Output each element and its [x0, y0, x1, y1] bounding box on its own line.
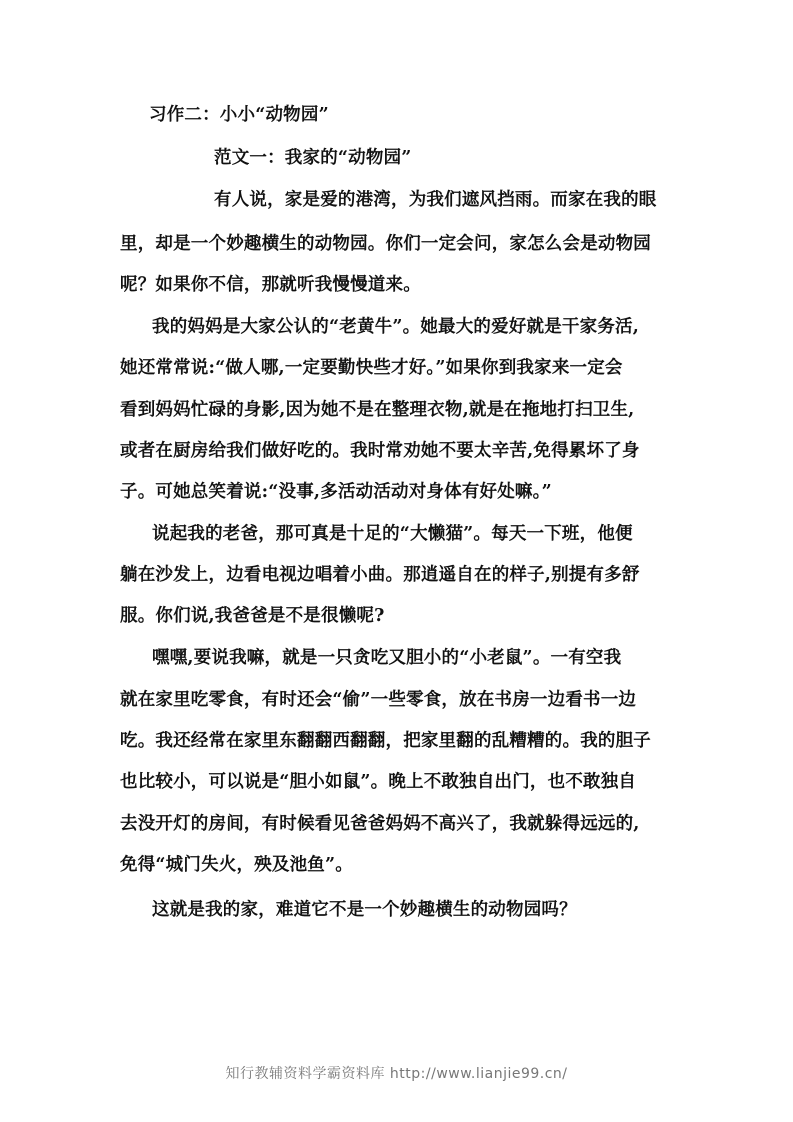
paragraph-line: 说起我的老爸，那可真是十足的“大懒猫”。每天一下班，他便 [152, 524, 633, 544]
paragraph-line: 吃。我还经常在家里东翻翻西翻翻，把家里翻的乱糟糟的。我的胆子 [120, 731, 651, 751]
paragraph-line: 或者在厨房给我们做好吃的。我时常劝她不要太辛苦,免得累坏了身 [120, 441, 640, 461]
paragraph-line: 这就是我的家，难道它不是一个妙趣横生的动物园吗？ [152, 900, 577, 920]
paragraph-line: 嘿嘿,要说我嘛，就是一只贪吃又胆小的“小老鼠”。一有空我 [152, 648, 622, 668]
paragraph-line: 免得“城门失火，殃及池鱼”。 [120, 855, 353, 875]
paragraph-line: 就在家里吃零食，有时还会“偷”一些零食，放在书房一边看书一边 [120, 690, 637, 710]
paragraph-line: 我的妈妈是大家公认的“老黄牛”。她最大的爱好就是干家务活, [152, 317, 640, 337]
paragraph-line: 她还常常说:“做人哪,一定要勤快些才好。”如果你到我家来一定会 [120, 358, 623, 378]
paragraph-line: 也比较小，可以说是“胆小如鼠”。晚上不敢独自出门，也不敢独自 [120, 772, 637, 792]
paragraph-line: 看到妈妈忙碌的身影,因为她不是在整理衣物,就是在拖地打扫卫生, [120, 400, 635, 420]
footer-watermark: 知行教辅资料学霸资料库 http://www.lianjie99.cn/ [225, 1066, 568, 1082]
essay-title: 范文一：我家的“动物园” [214, 148, 412, 168]
paragraph-line: 呢？如果你不信，那就听我慢慢道来。 [120, 275, 421, 295]
paragraph-line: 子。可她总笑着说:“没事,多活动活动对身体有好处嘛。” [120, 482, 552, 502]
paragraph-line: 服。你们说,我爸爸是不是很懒呢? [120, 606, 385, 626]
paragraph-line: 里，却是一个妙趣横生的动物园。你们一定会问，家怎么会是动物园 [120, 234, 651, 254]
paragraph-line: 去没开灯的房间，有时候看见爸爸妈妈不高兴了，我就躲得远远的, [120, 814, 640, 834]
paragraph-line: 有人说，家是爱的港湾，为我们遮风挡雨。而家在我的眼 [214, 190, 657, 210]
page-title: 习作二：小小“动物园” [149, 105, 329, 125]
paragraph-line: 躺在沙发上，边看电视边唱着小曲。那逍遥自在的样子,别提有多舒 [120, 565, 640, 585]
